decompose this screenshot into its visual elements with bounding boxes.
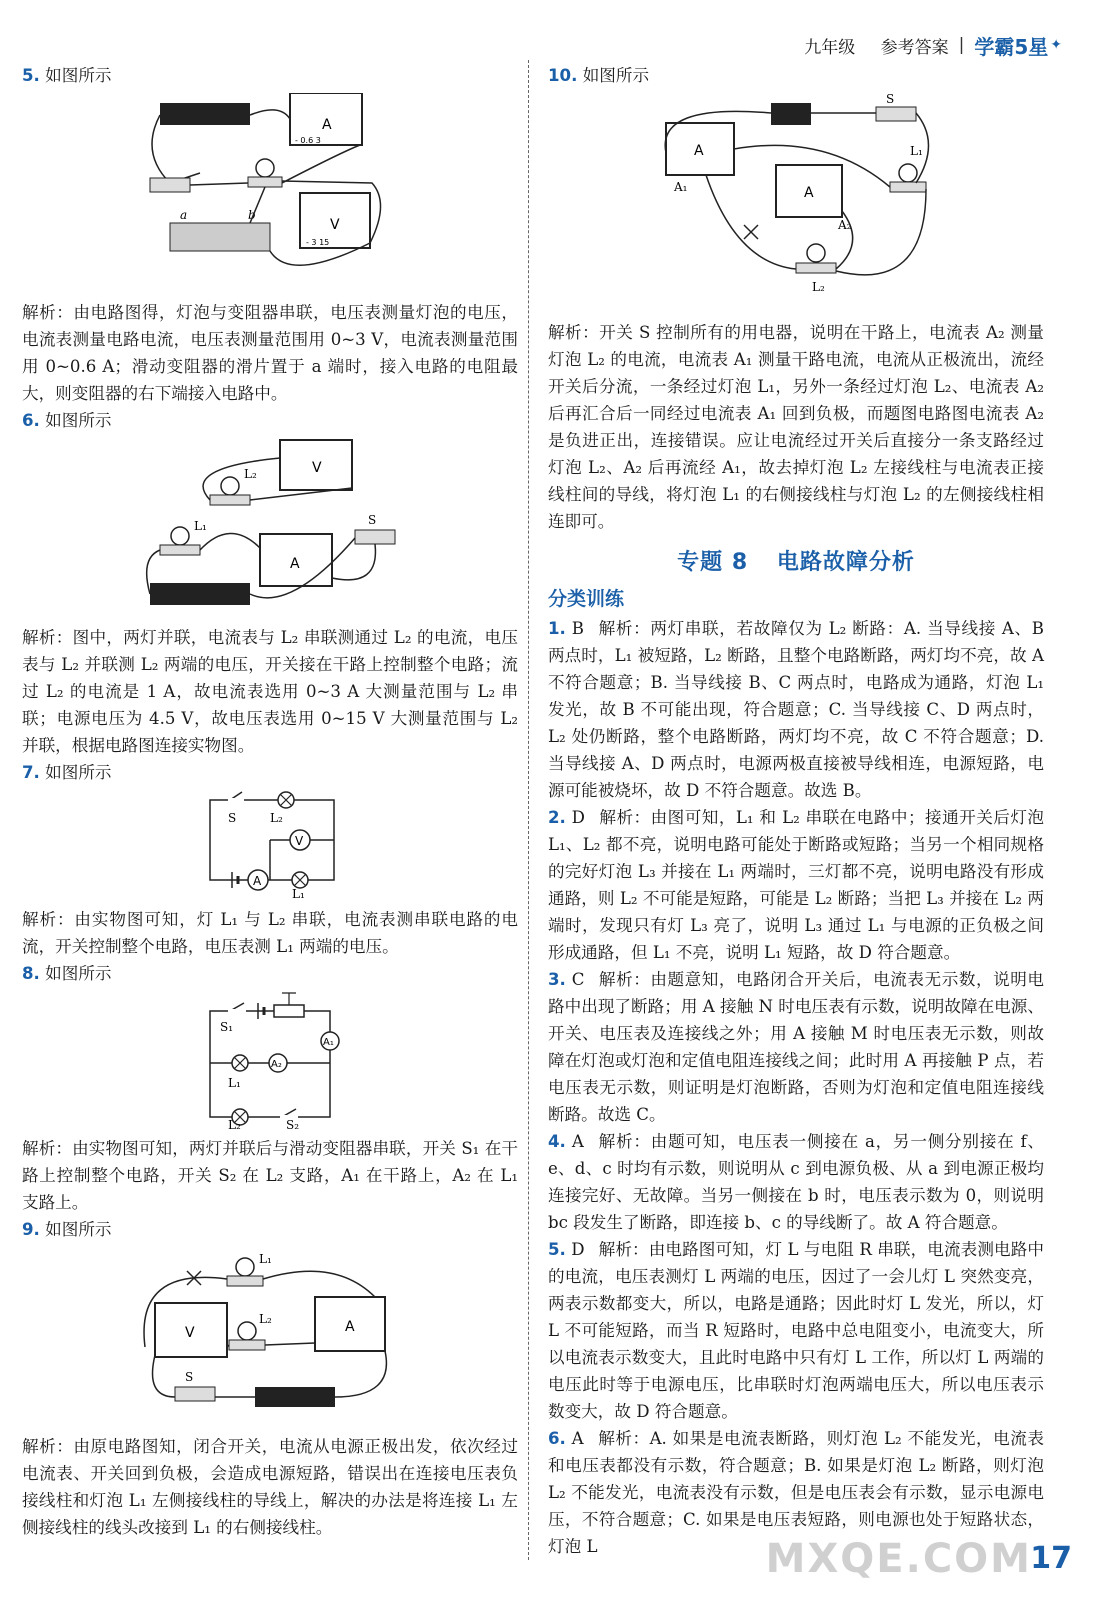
figure-q9-circuit [22,1247,518,1427]
header-brand: 学霸5星 [974,34,1049,59]
answer-letter: A [571,1132,584,1151]
answer-item [548,615,1044,804]
battery-icon [160,103,250,125]
answer-list [548,615,1044,1560]
answer-text: 解析：由题可知，电压表一侧接在 a，另一侧分别接在 f、e、d、c 时均有示数，则说明从 c 到电源负极、从 a 到电源正极均连接完好、无故障。当另一侧接在 b 时，电压表示数为 0，则说明 bc 段发生了断路，即连接 b、c 的导线断了。故 A 符合题意。 [548,1132,1044,1232]
answer-number: 6. [548,1429,566,1448]
q8-analysis: 解析：由实物图可知，两灯并联后与滑动变阻器串联，开关 S₁ 在干路上控制整个电路，开关 S₂ 在 L₂ 支路，A₁ 在干路上，A₂ 在 L₁ 支路上。 [22,1139,518,1212]
svg-text:V: V [312,460,322,476]
svg-text:V: V [295,834,304,848]
question-6-header: 6. 如图所示 [22,411,112,430]
bulb-icon [256,159,274,177]
voltmeter-label: V [330,217,340,233]
left-column [22,62,518,1541]
section-heading: 分类训练 [548,588,625,610]
question-7-header: 7. 如图所示 [22,763,112,782]
battery-icon [255,1387,335,1407]
bulb-l1-icon [171,527,189,545]
rheostat-icon [170,223,270,251]
answer-item [548,1236,1044,1425]
page-header [804,30,1062,60]
svg-text:- 0.6 3: - 0.6 3 [295,136,321,145]
figure-q7-schematic [22,790,518,900]
answer-number: 5. [548,1240,566,1259]
answer-item [548,966,1044,1128]
answer-letter: D [571,808,585,827]
answer-letter: C [571,970,585,989]
svg-text:S₁: S₁ [220,1020,234,1034]
svg-text:S: S [228,811,237,825]
topic-name: 电路故障分析 [776,550,915,575]
bulb-l1-icon [899,164,917,182]
svg-text:b: b [248,208,256,222]
answer-number: 1. [548,619,566,638]
answer-text: 解析：由图可知，L₁ 和 L₂ 串联在电路中；接通开关后灯泡 L₁、L₂ 都不亮，说明电路可能处于断路或短路；当另一个相同规格的完好灯泡 L₃ 并接在 L₁ 两端时，三灯都不亮，说明电路没有形成通路，则 L₂ 不可能是短路，可能是 L₂ 断路；当把 L₃ 并接在 L₂ 两端时，发现只有灯 L₃ 亮了，说明 L₃ 通过 L₁ 与电源的正负极之间形成通路，但 L₁ 不亮，说明 L₁ 短路，故 D 符合题意。 [548,808,1044,962]
answer-item [548,1128,1044,1236]
svg-text:L₂: L₂ [812,280,825,294]
question-10-header: 10. 如图所示 [548,66,650,85]
header-separator [865,35,870,55]
figure-q5-circuit [22,93,518,293]
svg-text:L₁: L₁ [292,887,305,900]
svg-text:L₂: L₂ [270,811,283,825]
battery-icon [150,583,250,605]
answer-letter: B [571,619,584,638]
answer-number: 2. [548,808,566,827]
svg-text:L₂: L₂ [244,467,257,481]
svg-text:A: A [804,185,814,201]
svg-text:L₁: L₁ [259,1252,272,1266]
watermark: MXQE.COM [765,1536,1032,1582]
bulb-l1-icon [236,1258,254,1276]
q5-analysis: 解析：由电路图得，灯泡与变阻器串联，电压表测量灯泡的电压，电流表测量电路电流，电压表测量范围用 0~3 V，电流表测量范围用 0~0.6 A；滑动变阻器的滑片置于 a 端时，接入电路的电阻最大，则变阻器的右下端接入电路中。 [22,303,518,403]
switch-icon [876,107,916,121]
answer-number: 3. [548,970,566,989]
topic-title [548,549,1044,576]
answer-text: 解析：两灯串联，若故障仅为 L₂ 断路：A. 当导线接 A、B 两点时，L₁ 被短路，L₂ 断路，且整个电路断路，两灯均不亮，故 A 不符合题意；B. 当导线接 B、C 两点时，电路成为通路，灯泡 L₁ 发光，故 B 不可能出现，符合题意；C. 当导线接 C、D 两点时，L₂ 处仍断路，整个电路断路，两灯均不亮，故 C 不符合题意；D. 当导线接 A、D 两点时，电源两极直接被导线相连，电源短路，电源可能被烧坏，故 D 不符合题意。故选 B。 [548,619,1044,800]
svg-text:L₂: L₂ [259,1312,272,1326]
svg-text:- 3 15: - 3 15 [306,238,330,247]
switch-icon [355,530,395,544]
question-8-header: 8. 如图所示 [22,964,112,983]
question-5-header: 5. 如图所示 [22,66,112,85]
svg-text:A₁: A₁ [323,1037,334,1048]
svg-text:L₂: L₂ [228,1118,241,1129]
cross-mark-icon [744,225,758,239]
question-9-header: 9. 如图所示 [22,1220,112,1239]
ammeter-label: A [322,117,332,133]
svg-text:A: A [345,1319,355,1335]
svg-text:S: S [368,513,377,527]
right-column [548,62,1044,1560]
q10-analysis: 解析：开关 S 控制所有的用电器，说明在干路上，电流表 A₂ 测量灯泡 L₂ 的电流，电流表 A₁ 测量干路电流，电流从正极流出，流经开关后分流，一条经过灯泡 L₁，另外一条经过灯泡 L₂、电流表 A₂ 后再汇合后一同经过电流表 A₁ 回到负极，而题图电路图电流表 A₂ 是负进正出，连接错误。应让电流经过开关后直接分一条支路经过灯泡 L₂、A₂ 后再流经 A₁，故去掉灯泡 L₂ 左接线柱与电流表正接线柱间的导线，将灯泡 L₁ 的右侧接线柱与灯泡 L₂ 的左侧接线柱相连即可。 [548,323,1044,531]
answer-text: 解析：由题意知，电路闭合开关后，电流表无示数，说明电路中出现了断路；用 A 接触 N 时电压表有示数，说明故障在电源、开关、电压表及连接线之外；用 A 接触 M 时电压表无示数，则故障在灯泡或灯泡和定值电阻连接线之间；此时用 A 再接触 P 点，若电压表无示数，则证明是灯泡断路，否则为灯泡和定值电阻连接线断路。故选 C。 [548,970,1045,1124]
column-divider [528,60,529,1560]
q6-analysis: 解析：图中，两灯并联，电流表与 L₂ 串联测通过 L₂ 的电流，电压表与 L₂ 并联测 L₂ 两端的电压，开关接在干路上控制整个电路；流过 L₂ 的电流是 1 A，故电流表选用 0~3 A 大测量范围与 L₂ 串联；电源电压为 4.5 V，故电压表选用 0~15 V 大测量范围与 L₂ 并联，根据电路图连接实物图。 [22,628,518,755]
rheostat-icon [274,1005,304,1017]
answer-text: 解析：A. 如果是电流表断路，则灯泡 L₂ 不能发光，电流表和电压表都没有示数，符合题意；B. 如果是灯泡 L₂ 断路，则灯泡 L₂ 不能发光，电流表没有示数，但是电压表会有示数，显示电源电压，不符合题意；C. 如果是电压表短路，则电源也处于短路状态，灯泡 L [548,1429,1044,1556]
figure-q6-circuit [22,438,518,618]
svg-text:L₁: L₁ [228,1076,241,1090]
figure-q8-schematic [22,991,518,1129]
header-separator: | [958,35,965,55]
answer-item [548,804,1044,966]
switch-icon [175,1387,215,1401]
svg-text:A: A [253,874,262,888]
header-section: 参考答案 [880,37,949,58]
svg-text:A₂: A₂ [838,218,852,232]
svg-text:A: A [290,556,300,572]
q7-analysis: 解析：由实物图可知，灯 L₁ 与 L₂ 串联，电流表测串联电路的电流，开关控制整个电路，电压表测 L₁ 两端的电压。 [22,910,518,956]
answer-number: 4. [548,1132,566,1151]
switch-icon [150,178,190,192]
answer-letter: A [571,1429,584,1448]
svg-text:S: S [185,1370,194,1384]
page-number: 17 [1030,1541,1072,1576]
svg-text:L₁: L₁ [910,144,923,158]
svg-text:S₂: S₂ [286,1118,300,1129]
battery-icon [771,103,811,125]
bulb-l2-icon [807,244,825,262]
svg-text:V: V [185,1325,195,1341]
topic-label: 专题 8 [677,550,749,575]
svg-text:A₁: A₁ [674,180,688,194]
svg-text:a: a [180,208,188,222]
header-grade: 九年级 [804,37,856,58]
bulb-l2-icon [221,477,239,495]
svg-text:A₂: A₂ [271,1059,282,1070]
svg-text:L₁: L₁ [194,519,207,533]
figure-q10-circuit [548,93,1044,313]
q9-analysis: 解析：由原电路图知，闭合开关，电流从电源正极出发，依次经过电流表、开关回到负极，会造成电源短路，错误出在连接电压表负接线柱和灯泡 L₁ 左侧接线柱的导线上，解决的办法是将连接 L₁ 左侧接线柱的线头改接到 L₁ 的右侧接线柱。 [22,1437,518,1537]
svg-text:A: A [694,143,704,159]
answer-letter: D [571,1240,585,1259]
brand-star-icon: ✦ [1050,37,1062,53]
svg-text:S: S [886,93,895,106]
bulb-l2-icon [238,1322,256,1340]
answer-text: 解析：由电路图可知，灯 L 与电阻 R 串联，电流表测电路中的电流，电压表测灯 L 两端的电压，因过了一会儿灯 L 突然变亮，两表示数都变大，所以，电路是通路；因此时灯 L 发光，所以，灯 L 不可能短路，而当 R 短路时，电路中总电阻变小，电流变大，所以电流表示数变大，且此时电路中只有灯 L 工作，所以灯 L 两端的电压此时等于电源电压，比串联时灯泡两端电压大，所以电压表示数变大，故 D 符合题意。 [548,1240,1044,1421]
